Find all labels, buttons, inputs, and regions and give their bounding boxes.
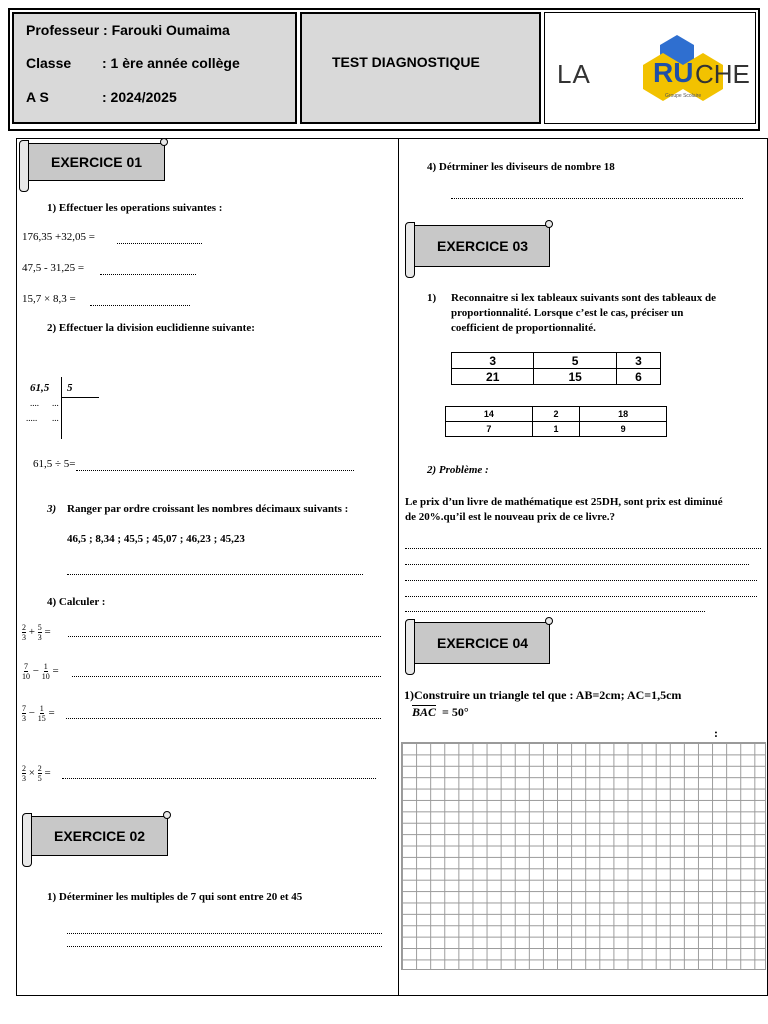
division-work-dots: ... [52,398,59,408]
answer-line [67,933,382,934]
division-vertical-bar [61,377,62,439]
logo-text-ru: RU [653,57,694,88]
answer-line [90,305,190,306]
ex01-question-1: 1) Effectuer les operations suivantes : [47,202,223,214]
division-work-dots: ... [52,413,59,423]
ex01-question-3-number: 3) [47,503,57,515]
logo-text-che: CHE [695,59,750,89]
answer-line [451,198,743,199]
answer-line [67,946,382,947]
ex01-question-3: Ranger par ordre croissant les nombres décimaux suivants : [67,503,349,515]
test-title: TEST DIAGNOSTIQUE [332,54,480,70]
colon-mark: : [714,726,718,740]
table-cell: 9 [580,422,667,437]
table-cell: 5 [534,353,616,369]
teacher-info-box [12,12,297,124]
table-row [446,407,667,422]
proportion-table-1 [451,352,661,385]
table-row [452,369,661,385]
fraction-difference-2: $\frac{7}{3}$ − $\frac{1}{15}$ = [22,704,55,723]
fraction-sum-1: $\frac{2}{3}$ + $\frac{5}{3}$ = [22,623,51,642]
problem-line-2: de 20%.qu’il est le nouveau prix de ce livre.? [405,511,616,523]
answer-line [405,564,749,565]
table-cell: 14 [446,407,533,422]
answer-line [405,580,757,581]
table-cell: 7 [446,422,533,437]
exercise-01-banner [24,143,165,181]
op-multiplication: 15,7 × 8,3 = [22,293,76,305]
problem-line-1: Le prix d’un livre de mathématique est 25DH, sont prix est diminué [405,496,723,508]
ex03-question-1-number: 1) [427,292,437,304]
division-work-dots: ..... [26,413,38,423]
teacher-name: Professeur : Farouki Oumaima [26,22,230,38]
table-row [446,422,667,437]
exercise-03-title: EXERCICE 03 [437,238,529,254]
exercise-01-title: EXERCICE 01 [51,154,143,170]
exercise-04-banner [410,622,550,664]
answer-line [405,596,757,597]
op-subtraction: 47,5 - 31,25 = [22,262,85,274]
school-year-label: A S [26,89,49,105]
division-horizontal-bar [61,397,99,398]
table-cell: 6 [616,369,660,385]
ex01-question-2: 2) Effectuer la division euclidienne suivante: [47,322,255,334]
ex01-question-4: 4) Calculer : [47,596,106,608]
table-cell: 3 [452,353,534,369]
exercise-04-title: EXERCICE 04 [437,635,529,651]
class-value: : 1 ère année collège [102,55,240,71]
proportion-table-2 [445,406,667,437]
answer-line [76,470,354,471]
table-cell: 21 [452,369,534,385]
answer-line [67,574,363,575]
answer-line [405,611,705,612]
exercise-02-title: EXERCICE 02 [54,828,146,844]
ex02-question-1: 1) Déterminer les multiples de 7 qui sont entre 20 et 45 [47,891,303,903]
answer-line [117,243,202,244]
answer-line [68,636,381,637]
table-cell: 3 [616,353,660,369]
division-result: 61,5 ÷ 5= [33,458,76,470]
ex03-question-1-line-1: Reconnaitre si lex tableaux suivants sont des tableaux de [451,292,717,304]
exercise-03-banner [410,225,550,267]
answer-line [62,778,376,779]
angle-bac-value: = 50° [442,705,469,719]
fraction-product: $\frac{2}{3}$ × $\frac{2}{5}$ = [22,764,51,783]
table-cell: 15 [534,369,616,385]
ex04-question-1: 1)Construire un triangle tel que : AB=2cm; AC=1,5cm [404,688,682,702]
op-addition: 176,35 +32,05 = [22,231,95,243]
answer-line [66,718,381,719]
division-work-dots: .... [30,398,39,408]
fraction-difference-1: $\frac{7}{10}$ − $\frac{1}{10}$ = [22,662,59,681]
ex03-question-1-line-3: coefficient de proportionnalité. [451,322,596,334]
class-label: Classe [26,55,72,71]
table-cell: 18 [580,407,667,422]
logo-text-la: LA [557,59,591,89]
ex03-question-2: 2) Problème : [427,464,489,476]
title-box [300,12,541,124]
ex03-question-1-line-2: proportionnalité. Lorsque c’est le cas, préciser un [451,307,684,319]
column-divider [398,138,399,996]
decimal-numbers: 46,5 ; 8,34 ; 45,5 ; 45,07 ; 46,23 ; 45,23 [67,533,245,545]
school-year-value: : 2024/2025 [102,89,177,105]
division-divisor: 5 [67,382,73,394]
exercise-02-banner [27,816,168,856]
construction-grid[interactable] [401,742,766,970]
table-cell: 1 [532,422,579,437]
answer-line [405,548,761,549]
school-logo [544,12,756,124]
answer-line [72,676,381,677]
table-row [452,353,661,369]
angle-bac-label: BAC [412,705,437,719]
division-dividend: 61,5 [30,382,50,394]
divisors-question: 4) Détrminer les diviseurs de nombre 18 [427,161,615,173]
logo-subtitle: Groupe Scolaire [665,93,702,99]
answer-line [100,274,196,275]
table-cell: 2 [532,407,579,422]
